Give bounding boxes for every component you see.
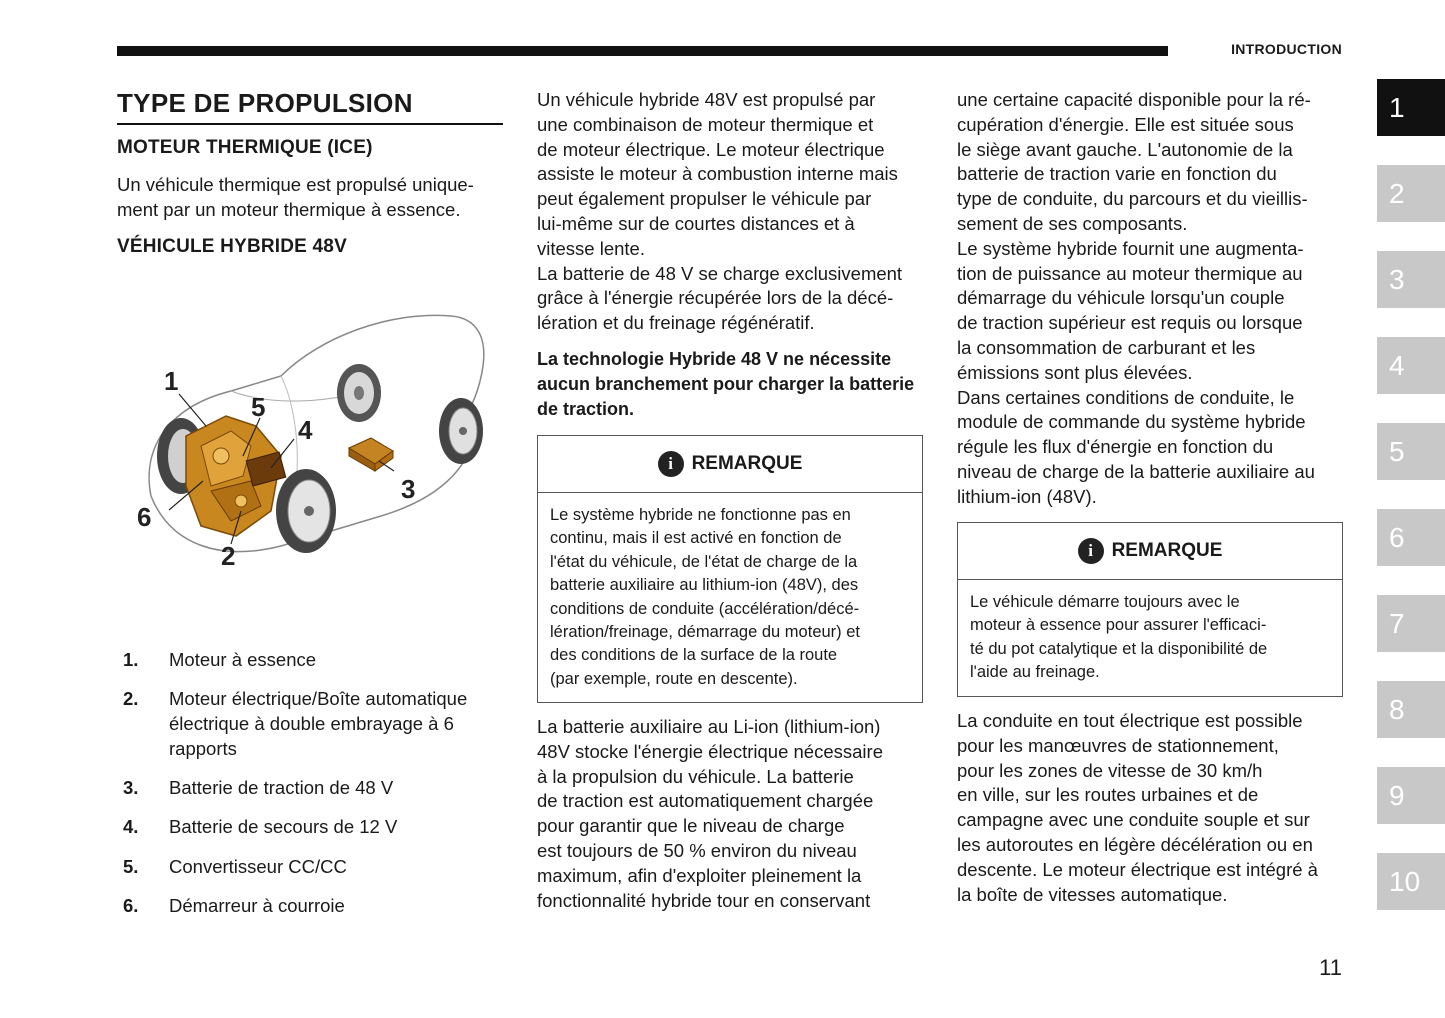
text-line: type de conduite, du parcours et du vieillis- <box>957 188 1308 210</box>
text-line: Batterie de traction de 48 V <box>169 777 394 799</box>
note-box <box>537 435 923 703</box>
chapter-tab-8[interactable]: 8 <box>1377 681 1445 738</box>
legend-number: 2. <box>123 688 139 710</box>
callout-6: 6 <box>137 502 152 532</box>
text-line: maximum, afin d'exploiter pleinement la <box>537 864 862 886</box>
text-line: La conduite en tout électrique est possible <box>957 710 1303 731</box>
note-title: REMARQUE <box>1111 540 1223 561</box>
text-line: de traction. <box>537 399 635 419</box>
text-line: régule les flux d'énergie en fonction du <box>957 436 1274 458</box>
text-line: sement de ses composants. <box>957 212 1188 234</box>
chapter-tabs <box>1377 79 1445 939</box>
text-line: té du pot catalytique et la disponibilité de <box>970 639 1268 658</box>
text-line: peut également propulser le véhicule par <box>537 188 872 210</box>
legend-text <box>169 815 503 840</box>
chapter-tab-1[interactable]: 1 <box>1377 79 1445 136</box>
callout-4: 4 <box>298 415 313 445</box>
text-line: batterie de traction varie en fonction du <box>957 163 1277 185</box>
engine-assembly <box>186 416 286 536</box>
text-line: lération/freinage, démarrage du moteur) et <box>550 623 861 642</box>
text-line: descente. Le moteur électrique est intégré à <box>957 858 1318 880</box>
hybrid-intro-paragraph <box>537 88 923 336</box>
text-line: campagne avec une conduite souple et sur <box>957 809 1310 831</box>
text-line: une certaine capacité disponible pour la ré- <box>957 89 1311 110</box>
component-legend <box>117 648 503 933</box>
legend-text <box>169 687 503 761</box>
legend-number: 3. <box>123 777 139 799</box>
ice-paragraph <box>117 173 503 223</box>
text-line: de moteur électrique. Le moteur électrique <box>537 138 885 160</box>
continued-paragraph <box>957 88 1343 510</box>
text-line: lui-même sur de courtes distances et à <box>537 212 855 234</box>
text-line: émissions sont plus élevées. <box>957 361 1193 383</box>
text-line: La batterie de 48 V se charge exclusivement <box>537 262 903 284</box>
legend-item <box>117 776 503 801</box>
note-header <box>958 523 1342 580</box>
page-title: TYPE DE PROPULSION <box>117 88 503 125</box>
rear-left-wheel <box>337 364 381 422</box>
legend-item <box>117 855 503 880</box>
text-line: Convertisseur CC/CC <box>169 855 347 877</box>
text-line: 48V stocke l'énergie électrique nécessaire <box>537 740 883 762</box>
text-line: vitesse lente. <box>537 237 645 259</box>
text-line: Un véhicule thermique est propulsé unique- <box>117 174 474 195</box>
text-line: niveau de charge de la batterie auxiliaire au <box>957 460 1315 482</box>
text-line: continu, mais il est activé en fonction de <box>550 529 842 548</box>
legend-text <box>169 648 503 673</box>
text-line: des conditions de la surface de la route <box>550 646 838 665</box>
text-line: lération et du freinage régénératif. <box>537 312 815 334</box>
text-line: cupération d'énergie. Elle est située sous <box>957 113 1294 135</box>
text-line: Moteur à essence <box>169 649 317 670</box>
text-line: pour les manœuvres de stationnement, <box>957 734 1279 756</box>
note-body <box>538 493 922 691</box>
note-box <box>957 522 1343 697</box>
callout-2: 2 <box>221 541 236 571</box>
legend-text <box>169 855 503 880</box>
legend-text <box>169 894 503 919</box>
text-line: démarrage du véhicule lorsqu'un couple <box>957 287 1285 309</box>
text-line: Batterie de secours de 12 V <box>169 816 398 838</box>
legend-item <box>117 894 503 919</box>
legend-item <box>117 648 503 673</box>
text-line: ment par un moteur thermique à essence. <box>117 198 461 220</box>
text-line: pour les zones de vitesse de 30 km/h <box>957 759 1263 781</box>
text-line: l'aide au freinage. <box>970 663 1100 682</box>
rear-right-wheel <box>439 398 483 464</box>
text-line: batterie auxiliaire au lithium-ion (48V), des <box>550 576 859 595</box>
text-line: grâce à l'énergie récupérée lors de la décé- <box>537 287 894 309</box>
callout-5: 5 <box>251 392 266 422</box>
legend-number: 6. <box>123 895 139 917</box>
text-line: le siège avant gauche. L'autonomie de la <box>957 138 1293 160</box>
text-line: lithium-ion (48V). <box>957 485 1097 507</box>
text-line: conditions de conduite (accélération/décé- <box>550 599 860 618</box>
text-line: assiste le moteur à combustion interne mais <box>537 163 898 185</box>
note-header <box>538 436 922 493</box>
text-line: Moteur électrique/Boîte automatique <box>169 688 468 710</box>
chapter-tab-2[interactable]: 2 <box>1377 165 1445 222</box>
legend-number: 5. <box>123 855 139 877</box>
front-right-wheel <box>276 469 336 553</box>
text-line: Le véhicule démarre toujours avec le <box>970 593 1240 611</box>
text-line: (par exemple, route en descente). <box>550 669 798 688</box>
text-line: Démarreur à courroie <box>169 895 345 917</box>
text-line: Le système hybride fournit une augmenta- <box>957 237 1304 259</box>
text-line: l'état du véhicule, de l'état de charge de la <box>550 552 858 571</box>
text-line: de traction est automatiquement chargée <box>537 790 874 812</box>
header-rule <box>117 46 1168 56</box>
legend-item <box>117 815 503 840</box>
chapter-tab-9[interactable]: 9 <box>1377 767 1445 824</box>
bold-statement <box>537 347 923 422</box>
section-label: INTRODUCTION <box>1231 41 1342 57</box>
text-line: Le système hybride ne fonctionne pas en <box>550 506 851 524</box>
chapter-tab-6[interactable]: 6 <box>1377 509 1445 566</box>
chapter-tab-5[interactable]: 5 <box>1377 423 1445 480</box>
text-line: Dans certaines conditions de conduite, le <box>957 386 1295 408</box>
ice-heading: MOTEUR THERMIQUE (ICE) <box>117 137 373 158</box>
page-number: 11 <box>1319 955 1342 980</box>
legend-text <box>169 776 503 801</box>
text-line: électrique à double embrayage à 6 <box>169 713 454 735</box>
hybrid-heading: VÉHICULE HYBRIDE 48V <box>117 236 347 257</box>
text-line: la boîte de vitesses automatique. <box>957 883 1228 905</box>
info-icon: i <box>658 451 684 477</box>
electric-driving-paragraph <box>957 709 1343 907</box>
hybrid-vehicle-diagram <box>131 296 501 586</box>
text-line: la consommation de carburant et les <box>957 336 1256 358</box>
legend-number: 4. <box>123 816 139 838</box>
chapter-tab-10[interactable]: 10 <box>1377 853 1445 910</box>
note-title: REMARQUE <box>691 453 803 474</box>
text-line: La batterie auxiliaire au Li-ion (lithium-ion) <box>537 716 881 737</box>
info-icon: i <box>1078 538 1104 564</box>
text-line: rapports <box>169 737 237 759</box>
callout-3: 3 <box>401 474 416 504</box>
legend-number: 1. <box>123 649 139 670</box>
text-line: une combinaison de moteur thermique et <box>537 113 874 135</box>
chapter-tab-4[interactable]: 4 <box>1377 337 1445 394</box>
text-line: tion de puissance au moteur thermique au <box>957 262 1303 284</box>
callout-1: 1 <box>164 366 179 396</box>
legend-item <box>117 687 503 761</box>
text-line: aucun branchement pour charger la batterie <box>537 374 915 394</box>
battery-paragraph <box>537 715 923 913</box>
text-line: les autoroutes en légère décélération ou en <box>957 833 1313 855</box>
text-line: à la propulsion du véhicule. La batterie <box>537 765 854 787</box>
text-line: La technologie Hybride 48 V ne nécessite <box>537 349 892 369</box>
text-line: de traction supérieur est requis ou lorsque <box>957 312 1303 334</box>
text-line: Un véhicule hybride 48V est propulsé par <box>537 89 876 110</box>
chapter-tab-3[interactable]: 3 <box>1377 251 1445 308</box>
text-line: fonctionnalité hybride tour en conservant <box>537 889 871 911</box>
text-line: pour garantir que le niveau de charge <box>537 815 845 837</box>
text-line: module de commande du système hybride <box>957 411 1306 433</box>
text-line: est toujours de 50 % environ du niveau <box>537 839 857 861</box>
text-line: en ville, sur les routes urbaines et de <box>957 784 1259 806</box>
note-body <box>958 580 1342 685</box>
chapter-tab-7[interactable]: 7 <box>1377 595 1445 652</box>
text-line: moteur à essence pour assurer l'efficaci- <box>970 616 1267 635</box>
